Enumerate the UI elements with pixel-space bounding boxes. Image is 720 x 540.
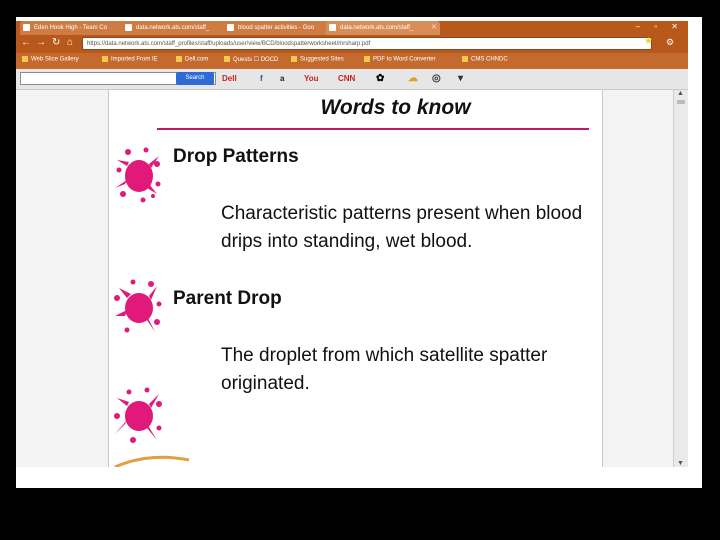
bookmarks-bar xyxy=(16,53,688,69)
scroll-thumb[interactable] xyxy=(677,100,685,104)
slide-title: Words to know xyxy=(320,96,471,119)
weather-icon[interactable]: ☁ xyxy=(408,73,418,84)
term-definition: The droplet from which satellite spatter originated. xyxy=(221,345,548,394)
browser-window xyxy=(16,21,688,467)
tab-label: data.network.ats.com/staff_ xyxy=(136,25,210,31)
bookmark-item[interactable]: Web Slice Gallery xyxy=(22,56,79,63)
youtube-icon[interactable]: You xyxy=(304,74,319,83)
bookmark-icon xyxy=(176,56,182,62)
game-icon[interactable]: ◎ xyxy=(432,73,441,84)
bookmark-star-icon[interactable]: ★ xyxy=(644,36,653,47)
scroll-down-icon[interactable]: ▼ xyxy=(677,460,684,467)
vertical-scrollbar[interactable] xyxy=(673,90,688,467)
toolbar-search-button[interactable]: Search xyxy=(176,72,214,85)
tab-favicon-icon xyxy=(125,24,132,31)
settings-wrench-icon[interactable]: ⚙ xyxy=(666,37,675,47)
cnn-icon[interactable]: CNN xyxy=(338,74,356,83)
term-heading: Parent Drop xyxy=(173,288,282,309)
close-tab-icon[interactable]: ✕ xyxy=(431,24,437,31)
back-arrow-icon[interactable]: ← xyxy=(21,37,31,48)
bookmark-item[interactable]: PDF to Word Converter xyxy=(364,56,436,63)
tab-favicon-icon xyxy=(329,24,336,31)
bookmark-icon xyxy=(291,56,297,62)
bookmark-item[interactable]: Dell.com xyxy=(176,56,208,63)
navigation-row xyxy=(16,35,688,53)
tab-label: blood spatter activities - Goo xyxy=(238,25,315,31)
term-definition: Characteristic patterns present when blood drips into standing, wet blood. xyxy=(221,203,583,252)
bookmark-icon xyxy=(462,56,468,62)
scroll-up-icon[interactable]: ▲ xyxy=(677,90,684,97)
bookmark-item[interactable]: Imported From IE xyxy=(102,56,158,63)
blood-splatter-icon xyxy=(113,144,163,206)
bookmark-item[interactable]: Quests ☐ DOCD xyxy=(224,56,278,63)
dropdown-icon[interactable]: ▾ xyxy=(458,73,464,84)
tab-label: Eden Hook High - Team Co xyxy=(34,25,107,31)
reload-icon[interactable]: ↻ xyxy=(52,37,61,48)
bookmark-item[interactable]: Suggested Sites xyxy=(291,56,344,63)
puzzle-icon[interactable]: ✿ xyxy=(376,73,385,84)
tab-blood-spatter[interactable] xyxy=(224,21,336,35)
title-rule xyxy=(157,128,589,130)
bookmark-icon xyxy=(224,56,230,62)
window-controls[interactable]: – ▫ ✕ xyxy=(635,22,684,31)
tab-favicon-icon xyxy=(23,24,30,31)
folder-icon xyxy=(102,56,108,62)
tab-data-network-1[interactable] xyxy=(122,21,234,35)
dell-icon[interactable]: Dell xyxy=(222,74,237,83)
amazon-icon[interactable]: a xyxy=(280,74,285,83)
addon-toolbar xyxy=(16,69,688,90)
bookmark-item[interactable]: CMS CHNDC xyxy=(462,56,508,63)
forward-arrow-icon[interactable]: → xyxy=(36,37,46,48)
home-icon[interactable]: ⌂ xyxy=(67,37,74,48)
bookmark-icon xyxy=(22,56,28,62)
address-bar[interactable]: https://data.network.ats.com/staff_profiles/staff/uploads/user/view/BCD/bloodspatterworksheet/mrsharp.pdf xyxy=(82,37,652,50)
slide-page xyxy=(108,90,603,467)
blood-splatter-icon xyxy=(113,386,163,448)
tab-strip xyxy=(16,21,688,53)
tab-eden-hook[interactable] xyxy=(20,21,132,35)
tab-favicon-icon xyxy=(227,24,234,31)
tab-label: data.network.ats.com/staff_ xyxy=(340,25,414,31)
term-heading: Drop Patterns xyxy=(173,146,299,167)
tab-data-network-2[interactable] xyxy=(326,21,440,35)
blood-splatter-icon xyxy=(113,276,163,338)
bookmark-icon xyxy=(364,56,370,62)
pdf-viewer xyxy=(16,90,673,467)
facebook-icon[interactable]: f xyxy=(260,74,263,83)
next-slide-arc-decoration xyxy=(109,452,199,467)
